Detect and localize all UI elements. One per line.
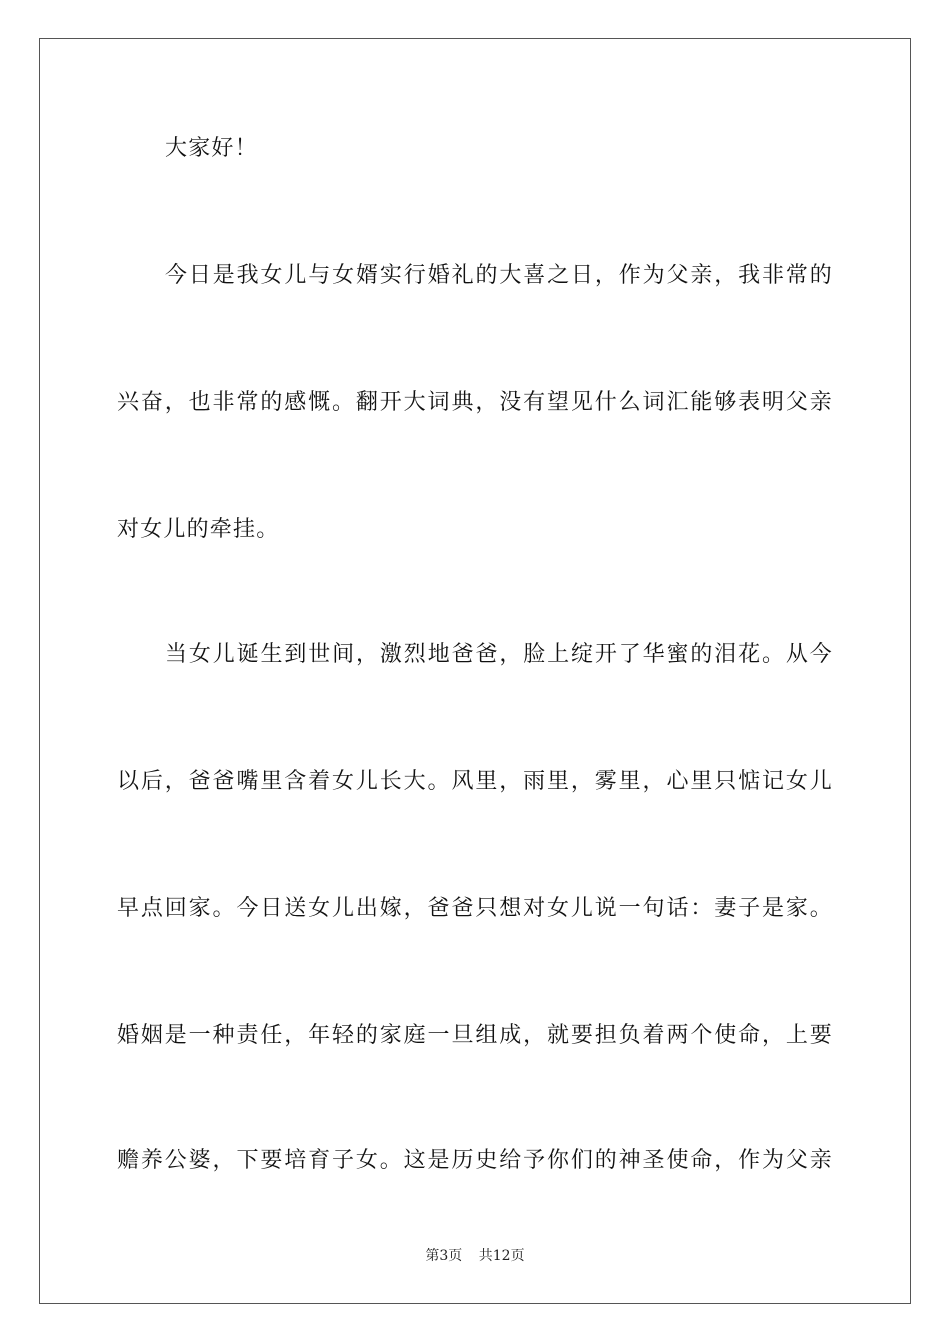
paragraph-2-line-1: 当女儿诞生到世间，激烈地爸爸，脸上绽开了华蜜的泪花。从今 <box>165 642 833 667</box>
greeting-line: 大家好！ <box>165 136 258 161</box>
paragraph-1-line-1: 今日是我女儿与女婿实行婚礼的大喜之日，作为父亲，我非常的 <box>165 263 833 288</box>
page-number: 第3页 <box>425 1248 463 1264</box>
paragraph-2-line-4: 婚姻是一种责任，年轻的家庭一旦组成，就要担负着两个使命，上要 <box>117 1023 833 1048</box>
page-total: 共12页 <box>478 1248 525 1264</box>
page-frame <box>39 38 911 1304</box>
paragraph-1-line-2: 兴奋，也非常的感慨。翻开大词典，没有望见什么词汇能够表明父亲 <box>117 390 833 415</box>
paragraph-2-line-2: 以后，爸爸嘴里含着女儿长大。风里，雨里，雾里，心里只惦记女儿 <box>117 769 833 794</box>
paragraph-2-line-5: 赡养公婆，下要培育子女。这是历史给予你们的神圣使命，作为父亲 <box>117 1148 833 1173</box>
paragraph-2-line-3: 早点回家。今日送女儿出嫁，爸爸只想对女儿说一句话：妻子是家。 <box>117 896 833 921</box>
page-footer <box>0 1246 950 1266</box>
paragraph-1-line-3: 对女儿的牵挂。 <box>117 517 280 542</box>
